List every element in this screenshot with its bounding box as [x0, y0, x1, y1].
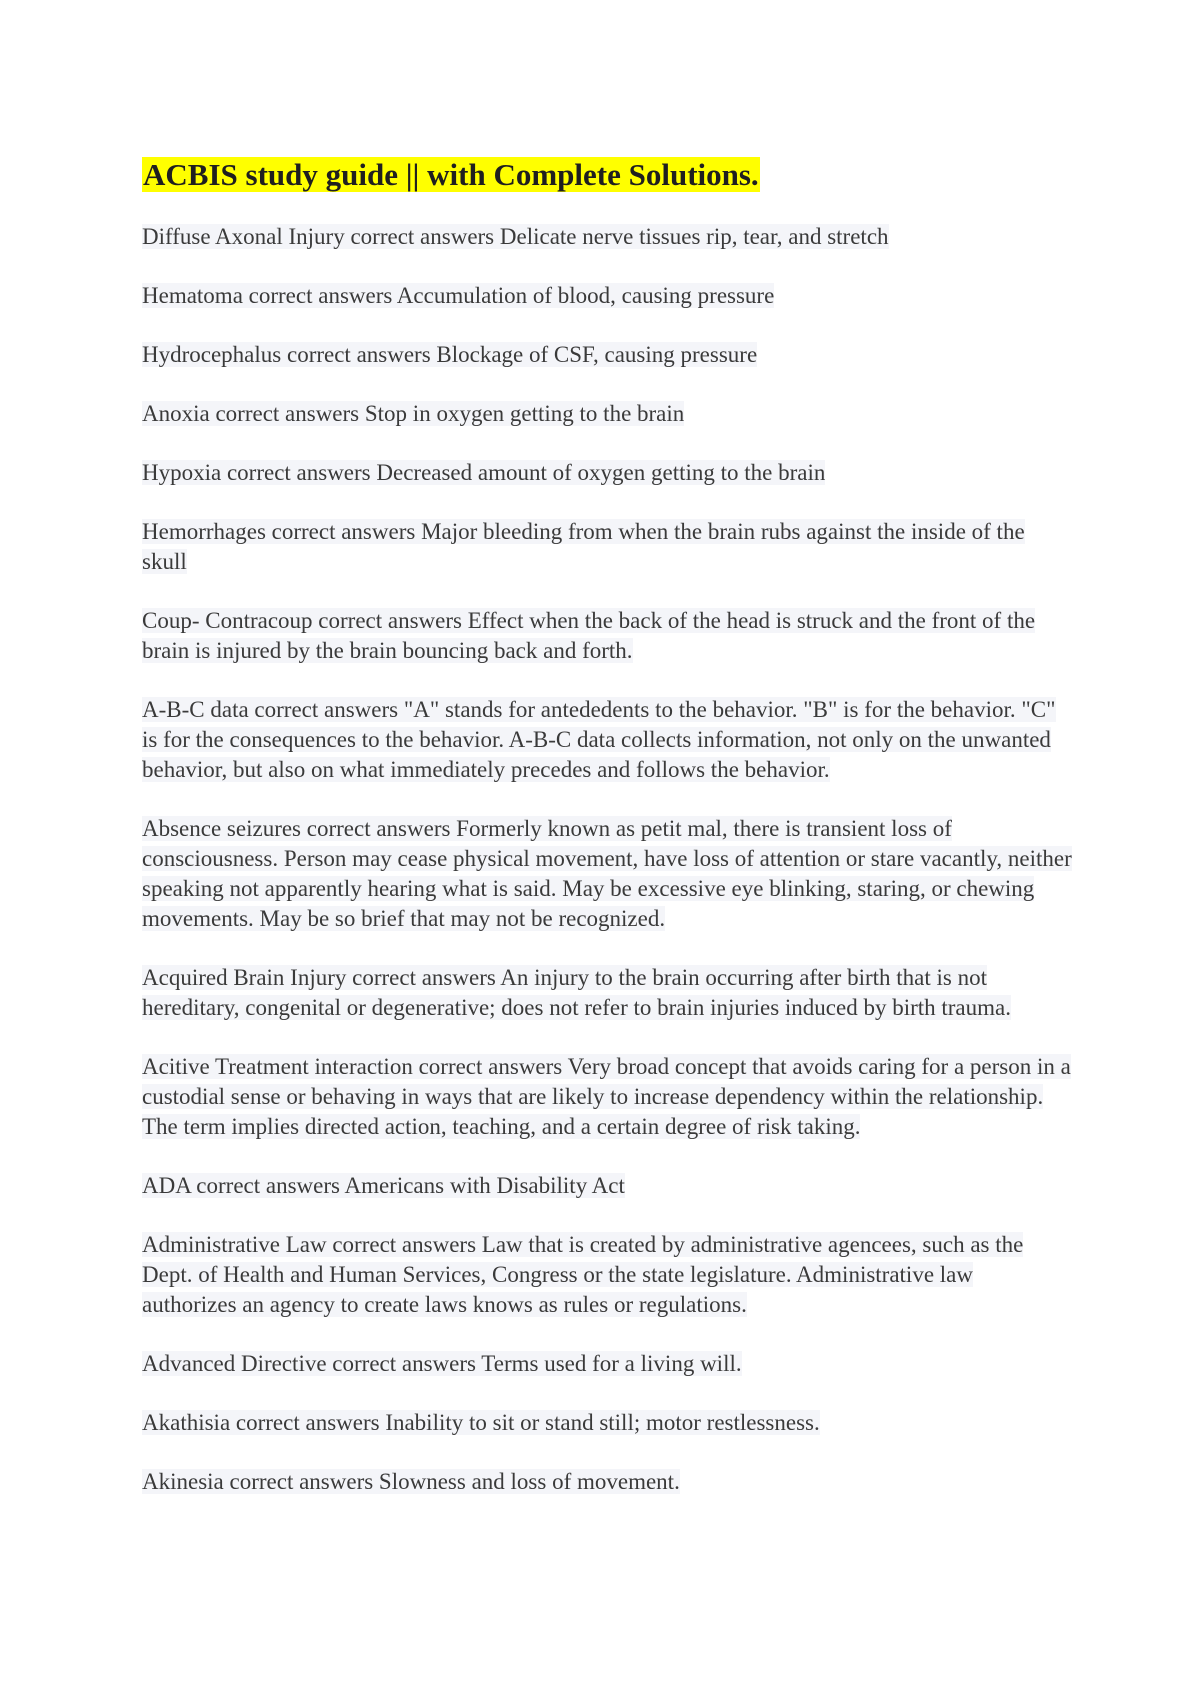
- study-entry-text: Hypoxia correct answers Decreased amount of oxygen getting to the brain: [142, 460, 826, 485]
- study-entry-text: Anoxia correct answers Stop in oxygen getting to the brain: [142, 401, 685, 426]
- study-entry-text: Hematoma correct answers Accumulation of blood, causing pressure: [142, 283, 775, 308]
- study-entry: [142, 814, 1072, 934]
- study-entry-text: Advanced Directive correct answers Terms used for a living will.: [142, 1351, 742, 1376]
- document-content: [142, 154, 1072, 1526]
- study-entry-text: Hydrocephalus correct answers Blockage of CSF, causing pressure: [142, 342, 758, 367]
- study-entry-text: Hemorrhages correct answers Major bleeding from when the brain rubs against the inside of the skull: [142, 519, 1025, 574]
- study-entry-text: Administrative Law correct answers Law that is created by administrative agencees, such as the Dept. of Health and Human Services, Congress or the state legislature. Administrative law authorizes an agency to create laws knows as rules or regulations.: [142, 1232, 1024, 1317]
- study-entry: [142, 281, 1072, 311]
- study-entry: [142, 1467, 1072, 1497]
- study-entry: [142, 695, 1072, 785]
- study-entry-text: Diffuse Axonal Injury correct answers Delicate nerve tissues rip, tear, and stretch: [142, 224, 889, 249]
- study-entry-text: A-B-C data correct answers "A" stands for antededents to the behavior. "B" is for the behavior. "C" is for the consequences to the behavior. A-B-C data collects information, not only on the unwanted behavior, but also on what immediately precedes and follows the behavior.: [142, 697, 1056, 782]
- study-entry: [142, 963, 1072, 1023]
- document-title: [142, 154, 1072, 196]
- study-entry: [142, 340, 1072, 370]
- study-entry: [142, 399, 1072, 429]
- study-entry-text: Absence seizures correct answers Formerly known as petit mal, there is transient loss of consciousness. Person may cease physical movement, have loss of attention or stare vacantly, neither speaking not apparently hearing what is said. May be excessive eye blinking, staring, or chewing movements. May be so brief that may not be recognized.: [142, 816, 1072, 931]
- document-title-text: ACBIS study guide || with Complete Solutions.: [143, 157, 759, 192]
- study-entry: [142, 1408, 1072, 1438]
- study-entry-text: Coup- Contracoup correct answers Effect when the back of the head is struck and the front of the brain is injured by the brain bouncing back and forth.: [142, 608, 1036, 663]
- study-entry: [142, 222, 1072, 252]
- study-entry: [142, 1171, 1072, 1201]
- study-entry: [142, 1052, 1072, 1142]
- study-entry: [142, 1230, 1072, 1320]
- study-entry-text: ADA correct answers Americans with Disability Act: [142, 1173, 625, 1198]
- study-entry: [142, 1349, 1072, 1379]
- study-entry-text: Acitive Treatment interaction correct answers Very broad concept that avoids caring for a person in a custodial sense or behaving in ways that are likely to increase dependency within the relationship. The term implies directed action, teaching, and a certain degree of risk taking.: [142, 1054, 1071, 1139]
- study-entry: [142, 458, 1072, 488]
- study-entry-text: Akinesia correct answers Slowness and loss of movement.: [142, 1469, 680, 1494]
- study-entry: [142, 517, 1072, 577]
- study-entry-text: Akathisia correct answers Inability to sit or stand still; motor restlessness.: [142, 1410, 820, 1435]
- study-entry-text: Acquired Brain Injury correct answers An injury to the brain occurring after birth that is not hereditary, congenital or degenerative; does not refer to brain injuries induced by birth trauma.: [142, 965, 1011, 1020]
- study-entry: [142, 606, 1072, 666]
